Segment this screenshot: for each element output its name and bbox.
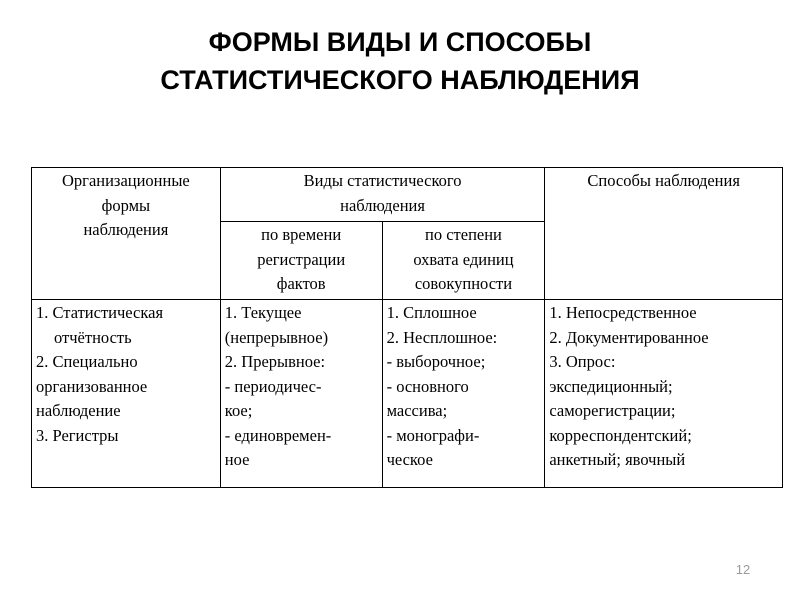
header-by-coverage-line: по степени — [425, 225, 502, 244]
cell-line: саморегистрации; — [549, 401, 676, 420]
slide-title-line-2: СТАТИСТИЧЕСКОГО НАБЛЮДЕНИЯ — [160, 65, 640, 95]
cell-line: 1. Статистическая — [36, 303, 164, 322]
cell-line: наблюдение — [36, 401, 121, 420]
header-org-forms-line: наблюдения — [83, 220, 169, 239]
header-org-forms-line: формы — [101, 195, 151, 215]
cell-line: организованное — [36, 376, 148, 396]
cell-line: 2. Документированное — [549, 327, 709, 347]
cell-line: - монографи- — [386, 425, 480, 445]
cell-line: - основного — [386, 376, 469, 396]
cell-line: ческое — [386, 450, 433, 469]
header-org-forms — [32, 168, 221, 300]
cell-line: ное — [224, 450, 250, 469]
page-number: 12 — [735, 562, 751, 577]
cell-line: 3. Опрос: — [549, 352, 616, 371]
cell-line: 1. Текущее — [224, 303, 302, 322]
cell-line: экспедиционный; — [549, 376, 673, 396]
header-types-line: Виды статистического — [303, 171, 462, 190]
cell-line: 3. Регистры — [36, 425, 119, 445]
cell-line: 1. Непосредственное — [549, 303, 697, 322]
cell-line: - выборочное; — [386, 352, 486, 371]
cell-line: - единовремен- — [224, 425, 332, 445]
observation-table — [31, 167, 783, 488]
header-by-coverage-line: охвата единиц — [413, 249, 514, 269]
header-by-time-line: регистрации — [257, 249, 346, 269]
cell-line: 1. Сплошное — [386, 303, 477, 322]
cell-line: 2. Несплошное: — [386, 327, 498, 347]
header-by-time-line: фактов — [276, 274, 326, 293]
header-by-time — [220, 222, 382, 300]
cell-org-forms — [32, 300, 221, 488]
header-by-coverage — [382, 222, 545, 300]
cell-line: - периодичес- — [224, 376, 322, 396]
cell-by-time — [220, 300, 382, 488]
cell-line: отчётность — [54, 327, 132, 347]
slide-title-line-1: ФОРМЫ ВИДЫ И СПОСОБЫ — [208, 27, 592, 57]
cell-line: корреспондентский; — [549, 425, 692, 445]
table-body-row — [32, 300, 783, 488]
cell-line: анкетный; явочный — [549, 450, 686, 469]
slide-title — [0, 23, 800, 99]
header-org-forms-line: Организационные — [62, 171, 190, 190]
header-methods-line: Способы наблюдения — [587, 171, 740, 190]
header-by-coverage-line: совокупности — [414, 274, 513, 293]
cell-line: (непрерывное) — [224, 327, 329, 347]
header-by-time-line: по времени — [261, 225, 342, 244]
cell-methods — [545, 300, 783, 488]
cell-line: 2. Специально — [36, 352, 138, 371]
cell-line: 2. Прерывное: — [224, 352, 326, 371]
cell-line: массива; — [386, 401, 448, 420]
header-types — [220, 168, 545, 222]
cell-by-coverage — [382, 300, 545, 488]
table-header-row — [32, 168, 783, 222]
header-types-line: наблюдения — [340, 195, 425, 215]
header-methods — [545, 168, 783, 300]
cell-line: кое; — [224, 401, 253, 420]
